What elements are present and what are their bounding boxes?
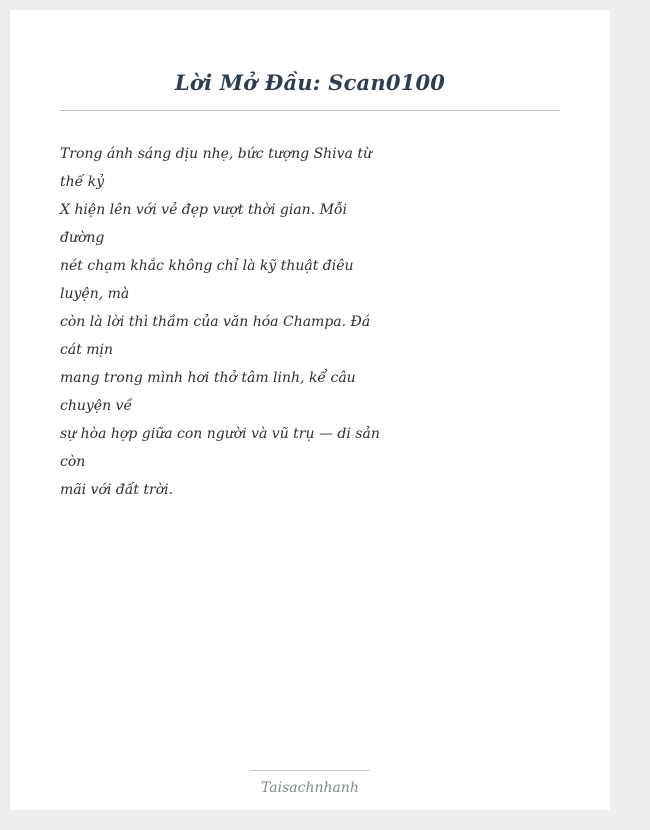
body-line: mang trong mình hơi thở tâm linh, kể câu	[60, 370, 356, 386]
body-line: đường	[60, 230, 105, 246]
footer-brand: Taisachnhanh	[261, 780, 359, 796]
body-line: còn là lời thì thầm của văn hóa Champa. Đá	[60, 314, 371, 330]
footer-divider	[250, 770, 370, 771]
body-line: sự hòa hợp giữa con người và vũ trụ — di sản	[60, 426, 380, 442]
body-line: mãi với đất trời.	[60, 482, 174, 498]
page-title: Lời Mở Đầu: Scan0100	[174, 70, 446, 95]
body-text	[60, 140, 380, 504]
body-line: Trong ánh sáng dịu nhẹ, bức tượng Shiva từ	[60, 146, 373, 162]
body-line: luyện, mà	[60, 286, 130, 302]
document-page	[10, 10, 610, 810]
body-line: X hiện lên với vẻ đẹp vượt thời gian. Mỗi	[60, 202, 347, 218]
body-line: còn	[60, 454, 86, 470]
body-line: chuyện về	[60, 398, 133, 414]
body-line: thế kỷ	[60, 174, 105, 190]
body-line: cát mịn	[60, 342, 114, 358]
body-line: nét chạm khắc không chỉ là kỹ thuật điêu	[60, 258, 354, 274]
title-divider	[60, 110, 560, 111]
